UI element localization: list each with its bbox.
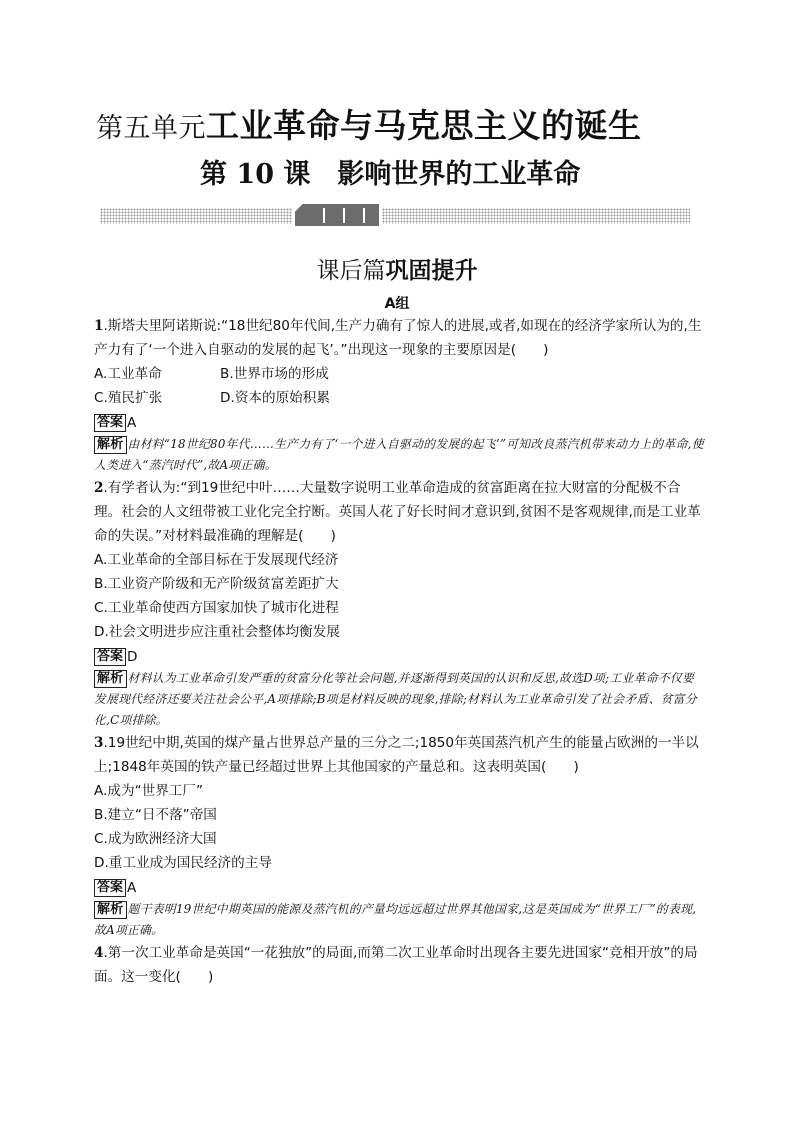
option: D.重工业成为国民经济的主导 (94, 855, 272, 871)
question-number: 1 (94, 318, 104, 334)
explanation-text: 由材料“18世纪80年代……生产力有了‘一个进入自驱动的发展的起飞’”可知改良蒸汽机带来动力上的革命,使人类进入“蒸汽时代”,故A项正确。 (94, 437, 704, 472)
option: A.工业革命 (94, 366, 162, 382)
answer-value: D (127, 649, 138, 665)
tab-bar (343, 208, 345, 223)
option: A.成为“世界工厂” (94, 783, 204, 799)
tab-bar (363, 208, 365, 223)
unit-prefix: 第五单元 (96, 113, 206, 144)
option: C.成为欧洲经济大国 (94, 831, 217, 847)
option-row (94, 362, 704, 386)
section-title: 巩固提升 (385, 258, 478, 284)
explanation (94, 668, 704, 731)
question-text: .19世纪中期,英国的煤产量占世界总产量的三分之二;1850年英国蒸汽机产生的能量占欧洲的一半以上;1848年英国的铁产量已经超过世界上其他国家的产量总和。这表明英国( ) (94, 735, 699, 775)
option: B.世界市场的形成 (220, 366, 329, 382)
divider-tab (295, 204, 379, 226)
question-item (94, 314, 704, 476)
header-divider (100, 204, 690, 228)
question-text: .第一次工业革命是英国“一花独放”的局面,而第二次工业革命时出现各主要先进国家“竞相开放”的局面。这一变化( ) (94, 945, 698, 985)
answer-value: A (127, 415, 137, 431)
group-heading: A组 (384, 296, 410, 312)
answer-tag: 答案 (94, 879, 126, 897)
lesson-title-text: 影响世界的工业革命 (337, 159, 581, 190)
answer-tag: 答案 (94, 414, 126, 432)
question-text: .有学者认为:“到19世纪中叶……大量数字说明工业革命造成的贫富距离在拉大财富的分配极不合理。社会的人文纽带被工业化完全拧断。英国人花了好长时间才意识到,贫困不是客观规律,而是工业革命的失误。”对材料最准确的理解是( ) (94, 480, 701, 544)
question-stem (94, 941, 704, 989)
question-number: 2 (94, 480, 104, 496)
question-stem (94, 476, 704, 548)
question-item (94, 476, 704, 731)
option: A.工业革命的全部目标在于发展现代经济 (94, 552, 339, 568)
answer-line (94, 412, 704, 434)
unit-title (96, 100, 716, 147)
option: B.建立“日不落”帝国 (94, 807, 217, 823)
explanation-tag: 解析 (94, 436, 127, 454)
lesson-prefix: 第 (200, 159, 227, 190)
question-stem (94, 314, 704, 362)
option: B.工业资产阶级和无产阶级贫富差距扩大 (94, 576, 339, 592)
explanation-tag: 解析 (94, 670, 127, 688)
option: D.资本的原始积累 (220, 390, 330, 406)
lesson-suffix: 课 (283, 159, 311, 190)
unit-title-text: 工业革命与马克思主义的诞生 (206, 106, 642, 145)
explanation-tag: 解析 (94, 901, 127, 919)
section-heading (0, 252, 794, 285)
option: C.工业革命使西方国家加快了城市化进程 (94, 600, 339, 616)
explanation-text: 材料认为工业革命引发严重的贫富分化等社会问题,并逐渐得到英国的认识和反思,故选D项;工业革命不仅要发展现代经济还要关注社会公平,A项排除;B项是材料反映的现象,排除;材料认为工业革命引发了社会矛盾、贫富分化,C项排除。 (94, 671, 697, 727)
lesson-title (200, 152, 620, 191)
question-text: .斯塔夫里阿诺斯说:“18世纪80年代间,生产力确有了惊人的进展,或者,如现在的经济学家所认为的,生产力有了‘一个进入自驱动的发展的起飞’。”出现这一现象的主要原因是( ) (94, 318, 702, 358)
answer-line (94, 646, 704, 668)
section-prefix: 课后篇 (316, 258, 386, 284)
answer-tag: 答案 (94, 648, 126, 666)
answer-value: A (127, 880, 137, 896)
question-item (94, 941, 704, 989)
question-list (94, 314, 704, 989)
question-stem (94, 731, 704, 779)
option: C.殖民扩张 (94, 390, 163, 406)
dotted-rule-right (382, 208, 690, 224)
question-number: 4 (94, 945, 104, 961)
answer-line (94, 877, 704, 899)
explanation-text: 题干表明19世纪中期英国的能源及蒸汽机的产量均远远超过世界其他国家,这是英国成为“世界工厂”的表现,故A项正确。 (94, 902, 697, 937)
tab-bar (323, 208, 325, 223)
question-item (94, 731, 704, 941)
explanation (94, 899, 704, 941)
dotted-rule-left (100, 208, 292, 224)
option-row (94, 386, 704, 410)
explanation (94, 434, 704, 476)
question-number: 3 (94, 735, 104, 751)
option: D.社会文明进步应注重社会整体均衡发展 (94, 624, 340, 640)
lesson-number: 10 (236, 159, 274, 190)
